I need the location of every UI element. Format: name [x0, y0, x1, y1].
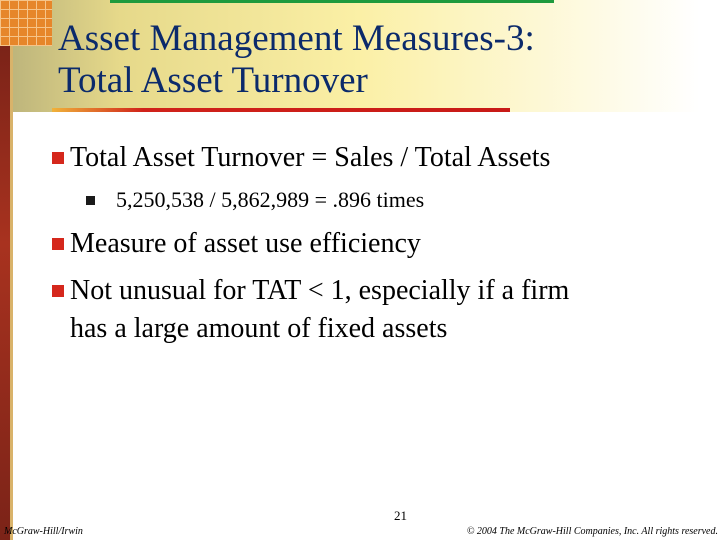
bullet-item-continuation: has a large amount of fixed assets [70, 313, 448, 344]
bullet-item: Total Asset Turnover = Sales / Total Assets [70, 142, 551, 173]
page-number: 21 [394, 508, 407, 523]
bullet-square-icon [52, 238, 64, 250]
bullet-item: Not unusual for TAT < 1, especially if a firm [70, 275, 570, 306]
title-line-2: Total Asset Turnover [58, 60, 368, 101]
copyright-footer: © 2004 The McGraw-Hill Companies, Inc. All rights reserved. [466, 526, 718, 537]
publisher-footer: McGraw-Hill/Irwin [4, 526, 83, 537]
title-line-1: Asset Management Measures-3: [58, 18, 535, 59]
bullet-square-icon [52, 285, 64, 297]
sub-bullet-square-icon [86, 196, 95, 205]
bullet-item: Measure of asset use efficiency [70, 228, 421, 259]
bullet-square-icon [52, 152, 64, 164]
sub-bullet-item: 5,250,538 / 5,862,989 = .896 times [116, 187, 425, 212]
